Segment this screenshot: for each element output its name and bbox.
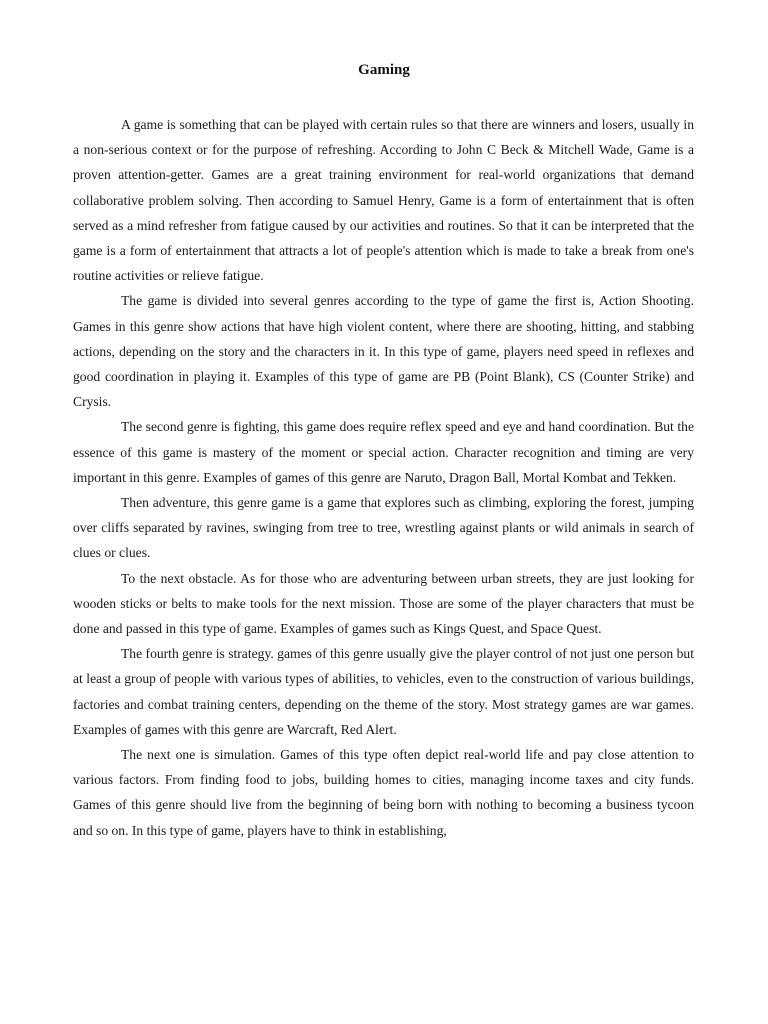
paragraph-fighting: The second genre is fighting, this game does require reflex speed and eye and hand coordination. But the essence of this game is mastery of the moment or special action. Character recognition and timing are very important in this genre. Examples of games of this genre are Naruto, Dragon Ball, Mortal Kombat and Tekken.: [73, 419, 694, 485]
paragraph-action-shooting: The game is divided into several genres according to the type of game the first is, Action Shooting. Games in this genre show actions that have high violent content, where there are shooting, hitting, and stabbing actions, depending on the story and the characters in it. In this type of game, players need speed in reflexes and good coordination in playing it. Examples of this type of game are PB (Point Blank), CS (Counter Strike) and Crysis.: [73, 293, 694, 410]
paragraph-obstacle: To the next obstacle. As for those who are adventuring between urban streets, they are just looking for wooden sticks or belts to make tools for the next mission. Those are some of the player characters that must be done and passed in this type of game. Examples of games such as Kings Quest, and Space Quest.: [73, 570, 694, 637]
paragraph-intro: A game is something that can be played with certain rules so that there are winners and losers, usually in a non-serious context or for the purpose of refreshing. According to John C Beck & Mitchell Wade, Game is a proven attention-getter. Games are a great training environment for real-world organizations that demand collaborative problem solving. Then according to Samuel Henry, Game is a form of entertainment that is often served as a mind refresher from fatigue caused by our activities and routines. So that it can be interpreted that the game is a form of entertainment that attracts a lot of people's attention which is made to take a break from one's routine activities or relieve fatigue.: [73, 117, 694, 284]
paragraph-simulation: The next one is simulation. Games of this type often depict real-world life and pay close attention to various factors. From finding food to jobs, building homes to cities, managing income taxes and city funds. Games of this genre should live from the beginning of being born with nothing to becoming a business tycoon and so on. In this type of game, players have to think in establishing,: [73, 747, 694, 838]
document-title: Gaming: [358, 62, 410, 78]
document-body: [73, 112, 694, 843]
paragraph-strategy: The fourth genre is strategy. games of this genre usually give the player control of not just one person but at least a group of people with various types of abilities, to vehicles, even to the construction of various buildings, factories and combat training centers, depending on the theme of the story. Most strategy games are war games. Examples of games with this genre are Warcraft, Red Alert.: [73, 646, 694, 737]
paragraph-adventure: Then adventure, this genre game is a game that explores such as climbing, exploring the forest, jumping over cliffs separated by ravines, swinging from tree to tree, wrestling against plants or wild animals in search of clues or clues.: [73, 495, 694, 561]
